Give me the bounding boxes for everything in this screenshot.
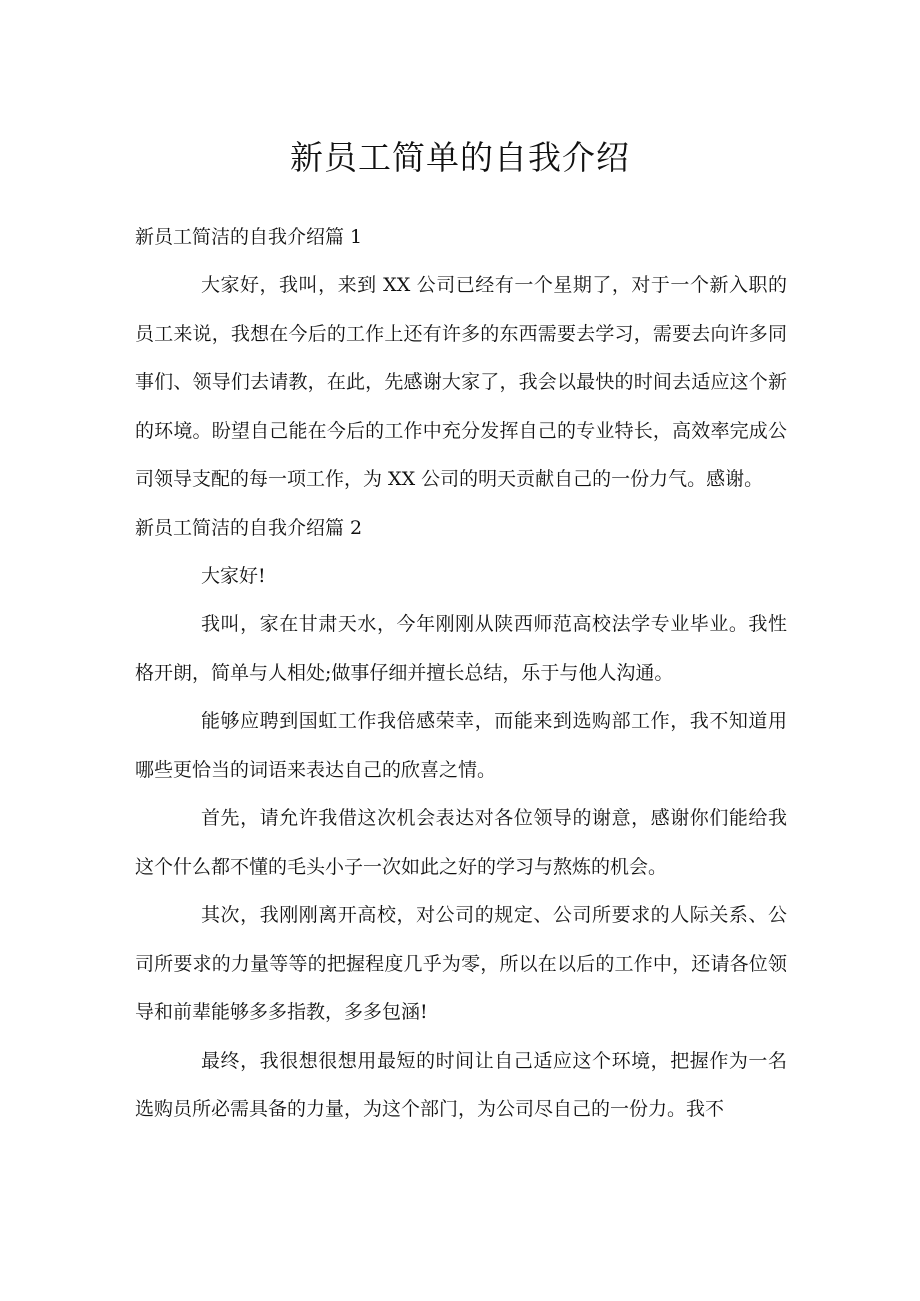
paragraph: 最终，我很想很想用最短的时间让自己适应这个环境，把握作为一名选购员所必需具备的力量，为这个部门，为公司尽自己的一份力。我不 xyxy=(135,1049,787,1120)
paragraph: 大家好! xyxy=(201,564,266,587)
paragraph: 我叫，家在甘肃天水，今年刚刚从陕西师范高校法学专业毕业。我性格开朗，简单与人相处;做事仔细并擅长总结，乐于与他人沟通。 xyxy=(135,613,787,684)
paragraph: 能够应聘到国虹工作我倍感荣幸，而能来到选购部工作，我不知道用哪些更恰当的词语来表达自己的欣喜之情。 xyxy=(135,710,787,781)
section-1 xyxy=(135,213,787,504)
section-heading: 新员工简洁的自我介绍篇 1 xyxy=(135,226,363,248)
section-heading: 新员工简洁的自我介绍篇 2 xyxy=(135,516,363,539)
document-title: 新员工简单的自我介绍 xyxy=(290,138,630,177)
document-body xyxy=(135,213,787,1134)
paragraph: 其次，我刚刚离开高校，对公司的规定、公司所要求的人际关系、公司所要求的力量等等的把握程度几乎为零，所以在以后的工作中，还请各位领导和前辈能够多多指教，多多包涵! xyxy=(135,904,787,1023)
paragraph: 大家好，我叫，来到 XX 公司已经有一个星期了，对于一个新入职的员工来说，我想在今后的工作上还有许多的东西需要去学习，需要去向许多同事们、领导们去请教，在此，先感谢大家了，我会以最快的时间去适应这个新的环境。盼望自己能在今后的工作中充分发挥自己的专业特长，高效率完成公司领导支配的每一项工作，为 XX 公司的明天贡献自己的一份力气。感谢。 xyxy=(135,274,787,490)
section-2 xyxy=(135,504,787,1134)
paragraph: 首先，请允许我借这次机会表达对各位领导的谢意，感谢你们能给我这个什么都不懂的毛头小子一次如此之好的学习与熬炼的机会。 xyxy=(135,807,787,878)
